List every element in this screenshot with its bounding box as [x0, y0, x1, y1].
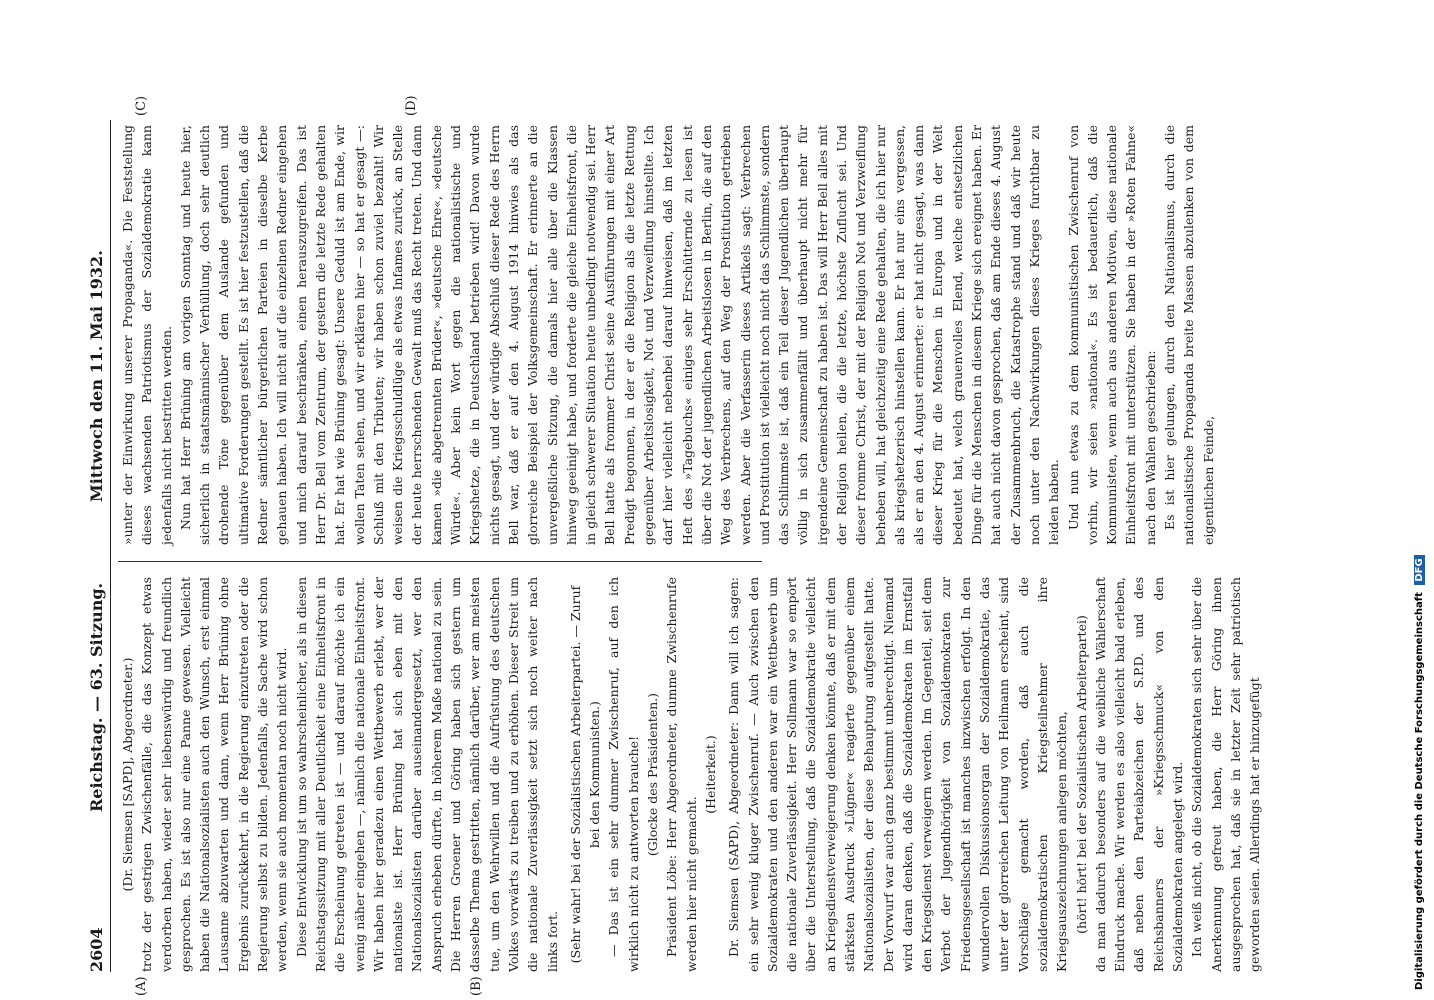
paragraph: trotz der gestrigen Zwischenfälle, die das Konzept etwas verdorben haben, wieder sehr liebenswürdig und freundlich gesprochen. Es ist also nur eine Panne gewesen. Vielleicht haben die Nationalsozialisten auch den Wunsch, erst einmal Lausanne abzuwarten und dann, wenn Herr Brüning ohne Ergebnis zurückkehrt, in die Regierung einzutreten oder die Regierung selbst zu bilden. Jedenfalls, die Sache wird schon werden, wenn sie auch momentan noch nicht wird. [139, 577, 290, 972]
interjection: (hört! hört! bei der Sozialistischen Arbeiterpartei) [1073, 615, 1089, 934]
column-divider [118, 561, 762, 562]
paragraph: da man dadurch besonders auf die weibliche Wählerschaft Eindruck mache. Wir werden es also vielleicht bald erleben, daß neben den Parteiabzeichen der S.P.D. und des Reichsbanners der »Kriegsschmuck« von den Sozialdemokraten angelegt wird. [1092, 577, 1186, 972]
margin-marker-d: (D) [404, 95, 419, 116]
paragraph: Dr. Siemsen (SAPD), Abgeordneter: Dann will ich sagen: ein sehr wenig kluger Zwischenruf. — Auch zwischen den Sozialdemokraten und den anderen war ein Wettbewerb um die nationale Zuverlässigkeit. Herr Sollmann war so empört über die Unterstellung, daß die Sozialdemokratie vielleicht an Kriegsdienstverweigerung denken könnte, daß er mit dem stärksten Ausdruck »Lügner« reagierte gegenüber einem Nationalsozialisten, der diese Behauptung aufgestellt hatte. Der Vorwurf war auch ganz bestimmt unberechtigt. Niemand wird daran denken, daß die Sozialdemokraten im Ernstfall den Kriegsdienst verweigern werden. Im Gegenteil, seit dem Verbot der Jugendhörigkeit von Sozialdemokraten zur Friedensgesellschaft ist manches inzwischen erfolgt. In den wundervollen Diskussionsorgan der Sozialdemokratie, das unter der glorreichen Leitung von Heilmann erscheint, sind Vorschläge gemacht worden, daß auch die sozialdemokratischen Kriegsteilnehmer ihre Kriegsauszeichnungen anlegen möchten, [726, 577, 1070, 972]
paragraph: (Dr. Siemsen [SAPD], Abgeordneter.) [120, 657, 135, 892]
page-header [82, 120, 111, 972]
paragraph: Diese Entwicklung ist um so wahrscheinlicher, als in diesen Reichstagssitzung mit aller Deutlichkeit eine Einheitsfront in die Erscheinung getreten ist — und darauf möchte ich ein wenig näher eingehen —, nämlich die nationale Einheitsfront. Wir haben hier geradezu einen Wettbewerb erlebt, wer der nationalste ist. Herr Brüning hat sich eben mit den Nationalsozialisten darüber auseinandergesetzt, wer den Anspruch erheben dürfte, in höherem Maße national zu sein. Die Herren Groener und Göring haben sich gestern um dasselbe Thema gestritten, nämlich darüber, wer am meisten tue, um den Wehrwillen und die Aufrüstung des deutschen Volkes vorwärts zu treiben und zu erhöhen. Dieser Streit um die nationale Zuverlässigkeit setzt sich noch weiter nach links fort. [293, 577, 560, 972]
paragraph: Präsident Löbe: Herr Abgeordneter, dumme Zwischenrufe werden hier nicht gemacht. [664, 577, 699, 972]
credit-text: Digitalisierung gefördert durch die Deutsche Forschungsgemeinschaft [1414, 592, 1425, 990]
text-column-left [118, 577, 1263, 972]
page-number: 2604 [87, 927, 106, 972]
text-column-right [118, 125, 1216, 545]
margin-marker-b: (B) [469, 976, 484, 996]
interjection: (Heiterkeit.) [702, 735, 718, 814]
interjection: (Sehr wahr! bei der Sozialistischen Arbeiterpartei. — Zuruf bei den Kommunisten.) [567, 585, 603, 964]
digitization-credit [1414, 555, 1425, 990]
paragraph: Und nun etwas zu dem kommunistischen Zwischenruf von vorhin, wir seien »national«. Es ist bedauerlich, daß die Kommunisten, wenn auch aus anderen Motiven, diese nationale Einheitsfront mit unterstützen. Sie haben in der »Roten Fahne« nach den Wahlen geschrieben: [1065, 125, 1158, 545]
margin-marker-a: (A) [134, 976, 149, 996]
quotation: Es ist hier gelungen, durch den Nationalismus, durch die nationalistische Propaganda breite Massen abzulenken von dem eigentlichen Feinde, [1162, 125, 1216, 545]
header-left-title: Reichstag. — 63. Sitzung. [87, 582, 106, 812]
header-right-title: Mittwoch den 11. Mai 1932. [87, 250, 106, 502]
paragraph: »unter der Einwirkung unserer Propaganda«. Die Feststellung dieses wachsenden Patriotismus der Sozialdemokratie kann jedenfalls nicht bestritten werden. [120, 125, 174, 545]
margin-marker-c: (C) [134, 95, 149, 116]
paragraph: Ich weiß nicht, ob die Sozialdemokraten sich sehr über die Anerkennung gefreut haben, die Herr Göring ihnen ausgesprochen hat, daß sie in letzter Zeit sehr patriotisch geworden seien. Allerdings hat er hinzugefügt [1189, 577, 1263, 972]
paragraph: Nun hat Herr Brüning am vorigen Sonntag und heute hier, sicherlich in staatsmännischer Verhüllung, doch sehr deutlich drohende Töne gegenüber dem Auslande gefunden und ultimative Forderungen gestellt. Es ist hier festzustellen, daß die Redner sämtlicher bürgerlichen Parteien in dieselbe Kerbe gehauen haben. Ich will nicht auf die einzelnen Redner eingehen und mich darauf beschränken, einen herauszugreifen. Das ist Herr Dr. Bell vom Zentrum, der gestern die letzte Rede gehalten hat. Er hat wie Brüning gesagt: Unsere Geduld ist am Ende, wir wollen Taten sehen, und wir erklären hier — so hat er gesagt —: Schluß mit den Tributen; wir haben schon zuviel bezahlt! Wir weisen die Kriegsschuldlüge als etwas Infames zurück, an Stelle der heute herrschenden Gewalt muß das Recht treten. Und dann kamen »die abgetrennten Brüder«, »deutsche Ehre«, »deutsche Würde«. Aber kein Wort gegen die nationalistische und Kriegshetze, die in Deutschland betrieben wird! Davon wurde nichts gesagt, und der würdige Abschluß dieser Rede des Herrn Bell war, daß er auf den 4. August 1914 hinwies als das glorreiche Beispiel der Volksgemeinschaft. Er erinnerte an die unvergeßliche Sitzung, die damals hier alle über die Klassen hinweg geeinigt habe, und forderte die gleiche Einheitsfront, die in gleich schwerer Situation heute unbedingt notwendig sei. Herr Bell hatte als frommer Christ seine Ausführungen mit einer Art Predigt begonnen, in der er die Religion als die letzte Rettung gegenüber Arbeitslosigkeit, Not und Verzweiflung hinstellte. Ich darf hier vielleicht nebenbei darauf hinweisen, daß im letzten Heft des »Tagebuchs« einiges sehr Erschütternde zu lesen ist über die Not der jugendlichen Arbeitslosen in Berlin, die auf den Weg des Verbrechens, auf den Weg der Prostitution getrieben werden. Aber die Verfasserin dieses Artikels sagt: Verbrechen und Prostitution ist vielleicht noch nicht das Schlimmste, sondern das Schlimmste ist, daß ein Teil dieser Jugendlichen überhaupt völlig in sich zusammenfällt und überhaupt nicht mehr für irgendeine Gemeinschaft zu haben ist. Das will Herr Bell alles mit der Religion heilen, die die letzte, höchste Zuflucht sei. Und dieser fromme Christ, der mit der Religion Not und Verzweiflung beheben will, hat gleichzeitig eine Rede gehalten, die ich hier nur als kriegshetzerisch hinstellen kann. Er hat nur eins vergessen, als er an den 4. August erinnerte: er hat nicht gesagt, was dann dieser Krieg für die Menschen in Europa und in der Welt bedeutet hat, welch grauenvolles Elend, welche entsetzlichen Dinge für die Menschen in diesem Kriege sich ereignet haben. Er hat auch nicht davon gesprochen, daß am Ende dieses 4. August der Zusammenbruch, die Katastrophe stand und daß wir heute noch unter den Nachwirkungen dieses Krieges furchtbar zu leiden haben. [177, 125, 1062, 545]
document-page [74, 95, 1263, 1000]
dfg-logo: DFG [1414, 555, 1425, 584]
paragraph: — Das ist ein sehr dummer Zwischenruf, auf den ich wirklich nicht zu antworten brauche! [606, 577, 641, 972]
interjection: (Glocke des Präsidenten.) [645, 692, 661, 857]
